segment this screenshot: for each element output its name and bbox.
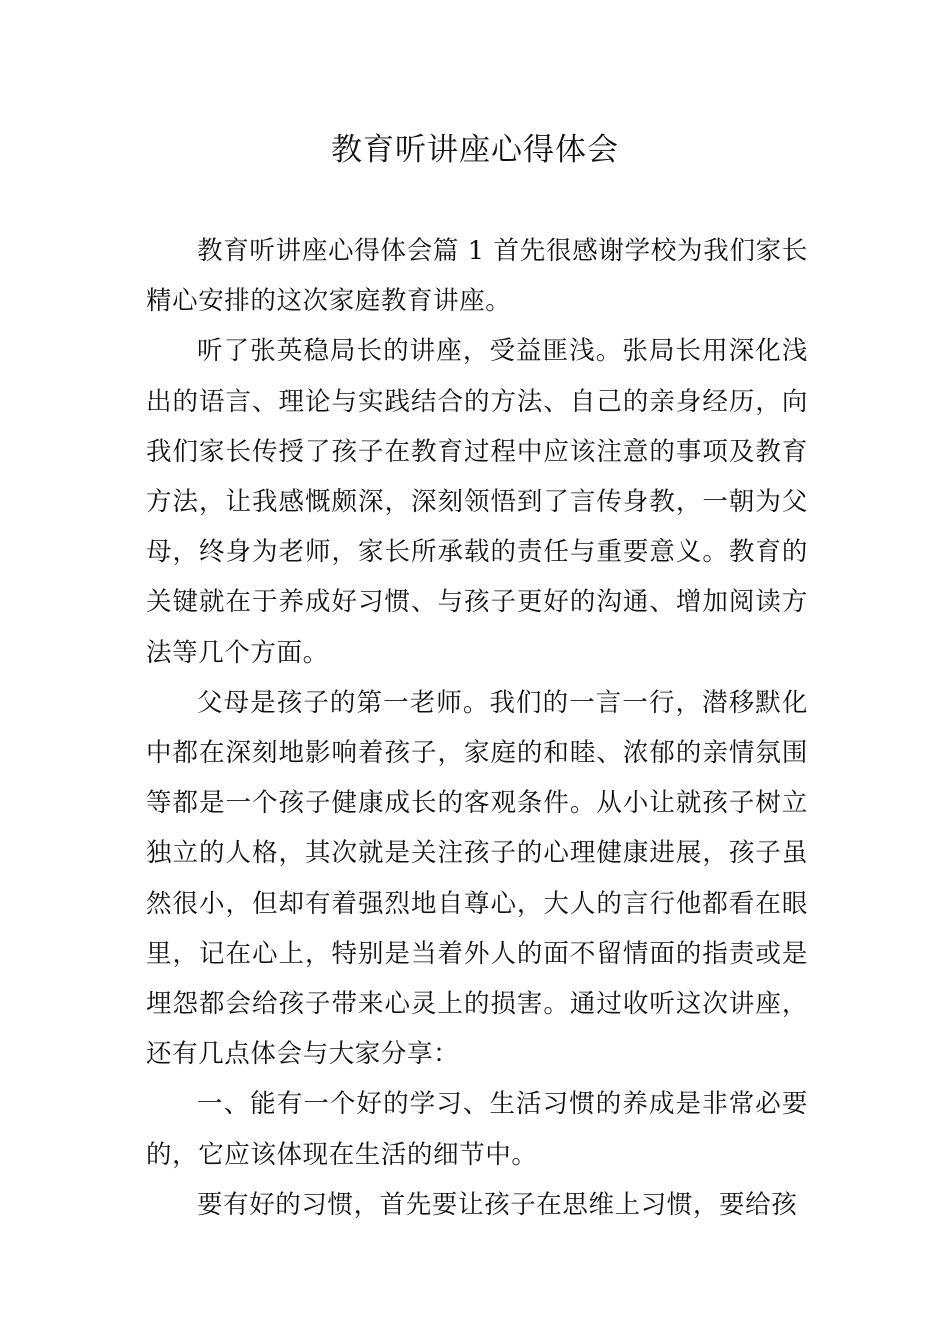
document-title: 教育听讲座心得体会 [331, 132, 619, 168]
paragraph-habits: 要有好的习惯，首先要让孩子在思维上习惯，要给孩 [197, 1189, 798, 1220]
paragraph-intro: 教育听讲座心得体会篇 1 首先很感谢学校为我们家长精心安排的这次家庭教育讲座。 [146, 236, 808, 317]
paragraph-parents-role: 父母是孩子的第一老师。我们的一言一行，潜移默化中都在深刻地影响着孩子，家庭的和睦、浓郁的亲情氛围等都是一个孩子健康成长的客观条件。从小让就孩子树立独立的人格，其次就是关注孩子的心理健康进展，孩子虽然很小，但却有着强烈地自尊心，大人的言行他都看在眼里，记在心上，特别是当着外人的面不留情面的指责或是埋怨都会给孩子带来心灵上的损害。通过收听这次讲座，还有几点体会与大家分享： [146, 687, 808, 1070]
document-body [146, 226, 808, 1230]
paragraph-lecture-summary: 听了张英稳局长的讲座，受益匪浅。张局长用深化浅出的语言、理论与实践结合的方法、自己的亲身经历，向我们家长传授了孩子在教育过程中应该注意的事项及教育方法，让我感慨颇深，深刻领悟到了言传身教，一朝为父母，终身为老师，家长所承载的责任与重要意义。教育的关键就在于养成好习惯、与孩子更好的沟通、增加阅读方法等几个方面。 [146, 336, 808, 668]
paragraph-point-one: 一、能有一个好的学习、生活习惯的养成是非常必要的，它应该体现在生活的细节中。 [146, 1089, 808, 1170]
